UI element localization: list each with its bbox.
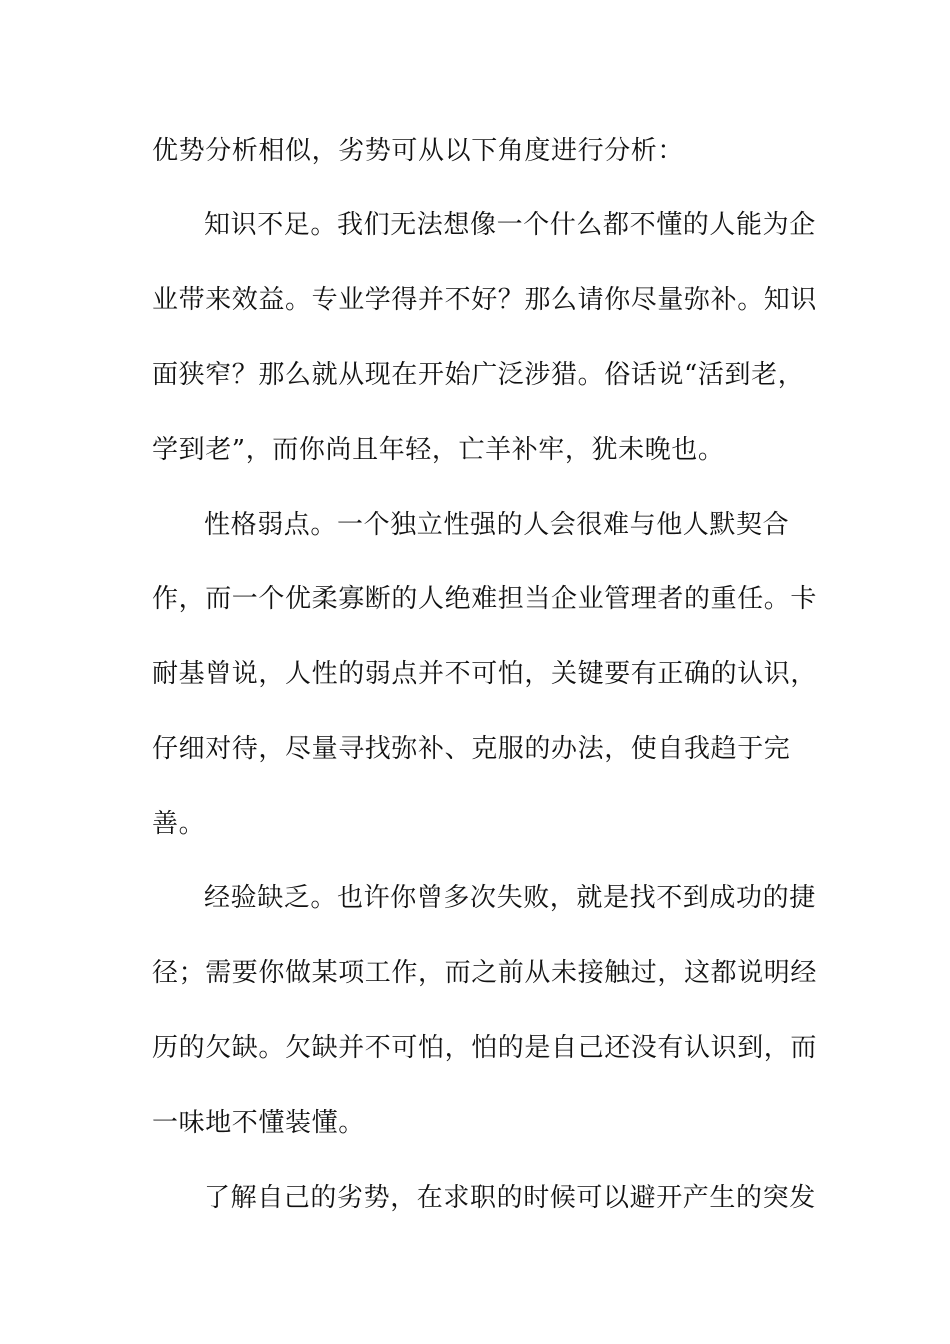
text-line: 耐基曾说，人性的弱点并不可怕，关键要有正确的认识，: [152, 659, 818, 689]
text-line: 业带来效益。专业学得并不好？那么请你尽量弥补。知识: [152, 285, 818, 315]
paragraph-start-line: 了解自己的劣势，在求职的时候可以避开产生的突发: [204, 1183, 816, 1213]
text-line: 仔细对待，尽量寻找弥补、克服的办法，使自我趋于完: [152, 734, 791, 764]
text-line: 历的欠缺。欠缺并不可怕，怕的是自己还没有认识到，而: [152, 1033, 818, 1063]
paragraph-start-line: 经验缺乏。也许你曾多次失败，就是找不到成功的捷: [204, 883, 816, 913]
text-line: 学到老”，而你尚且年轻，亡羊补牢，犹未晚也。: [152, 435, 725, 465]
paragraph-start-line: 知识不足。我们无法想像一个什么都不懂的人能为企: [204, 210, 816, 240]
text-line: 面狭窄？那么就从现在开始广泛涉猎。俗话说“活到老，: [152, 360, 805, 390]
text-line: 径；需要你做某项工作，而之前从未接触过，这都说明经: [152, 958, 818, 988]
text-line: 一味地不懂装懂。: [152, 1108, 365, 1138]
paragraph-start-line: 性格弱点。一个独立性强的人会很难与他人默契合: [204, 510, 790, 540]
text-line: 善。: [152, 809, 206, 839]
text-line: 优势分析相似，劣势可从以下角度进行分析：: [152, 136, 685, 166]
text-line: 作，而一个优柔寡断的人绝难担当企业管理者的重任。卡: [152, 584, 818, 614]
